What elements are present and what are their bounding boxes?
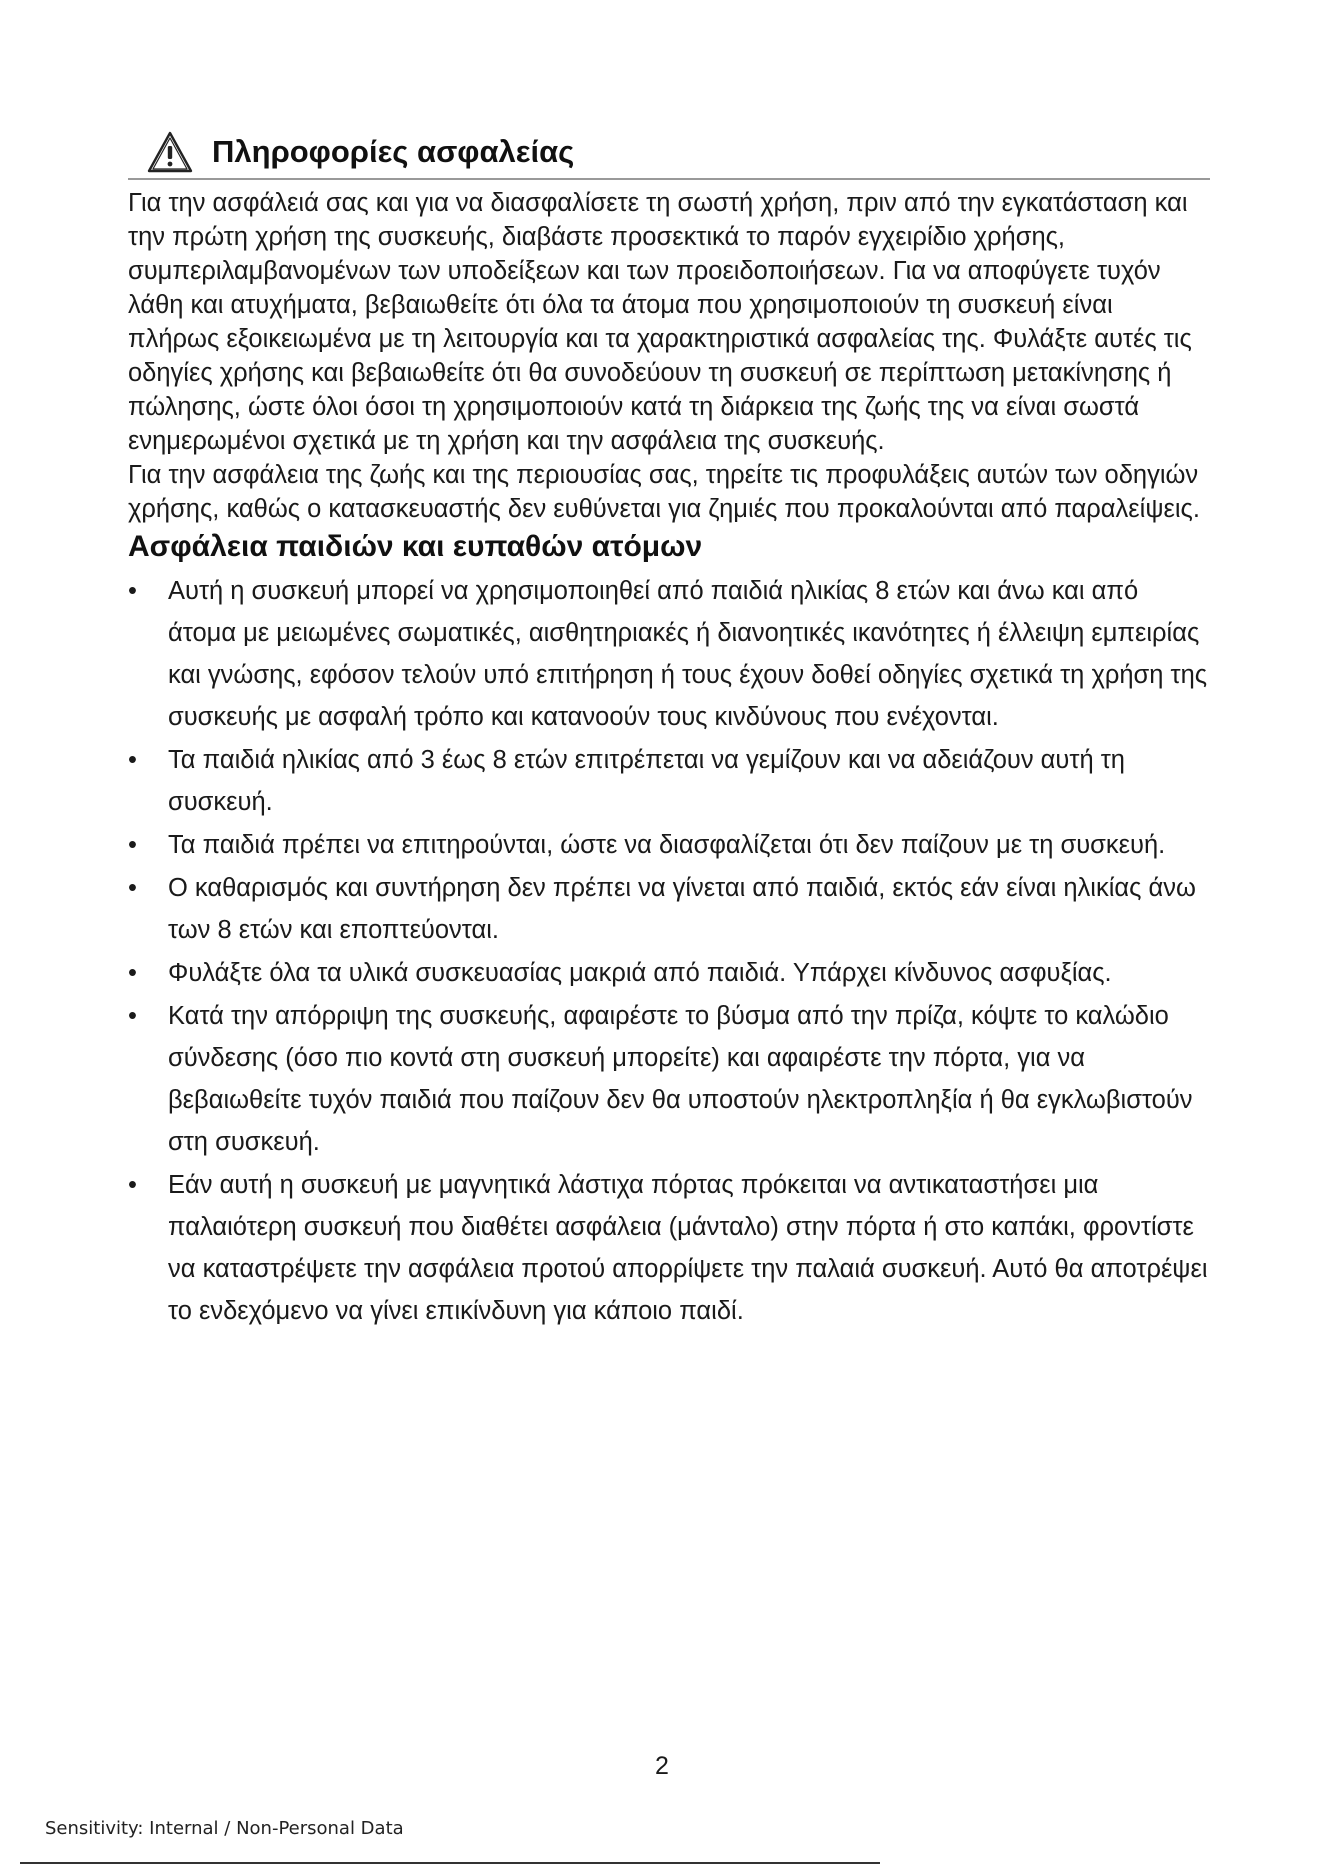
intro-paragraph-1: Για την ασφάλειά σας και για να διασφαλίσετε τη σωστή χρήση, πριν από την εγκατάσταση και την πρώτη χρήση της συσκευής, διαβάστε προσεκτικά το παρόν εγχειρίδιο χρήσης, συμπεριλαμβανομένων των υποδείξεων και των προειδοποιήσεων. Για να αποφύγετε τυχόν λάθη και ατυχήματα, βεβαιωθείτε ότι όλα τα άτομα που χρησιμοποιούν τη συσκευή είναι πλήρως εξοικειωμένα με τη λειτουργία και τα χαρακτηριστικά ασφαλείας της. Φυλάξτε αυτές τις οδηγίες χρήσης και βεβαιωθείτε ότι θα συνοδεύουν τη συσκευή σε περίπτωση μετακίνησης ή πώλησης, ώστε όλοι όσοι τη χρησιμοποιούν κατά τη διάρκεια της ζωής της να είναι σωστά ενημερωμένοι σχετικά με τη χρήση και την ασφάλεια της συσκευής. [128, 189, 1192, 455]
children-safety-list [128, 570, 1210, 1332]
bullet-icon: • [128, 577, 137, 605]
list-item [128, 952, 1210, 994]
intro-paragraph-2: Για την ασφάλεια της ζωής και της περιουσίας σας, τηρείτε τις προφυλάξεις αυτών των οδηγιών χρήσης, καθώς ο κατασκευαστής δεν ευθύνεται για ζημιές που προκαλούνται από παραλείψεις. [128, 461, 1200, 523]
list-item-text: Εάν αυτή η συσκευή με μαγνητικά λάστιχα πόρτας πρόκειται να αντικαταστήσει μια παλαιότερη συσκευή που διαθέτει ασφάλεια (μάνταλο) στην πόρτα ή στο καπάκι, φροντίστε να καταστρέψετε την ασφάλεια προτού απορρίψετε την παλαιά συσκευή. Αυτό θα αποτρέψει το ενδεχόμενο να γίνει επικίνδυνη για κάποιο παιδί. [168, 1171, 1208, 1325]
bullet-icon: • [128, 874, 137, 902]
page-title: Πληροφορίες ασφαλείας [212, 134, 575, 169]
bullet-icon: • [128, 1002, 137, 1030]
footer-divider [20, 1862, 880, 1864]
bullet-icon: • [128, 746, 137, 774]
bullet-icon: • [128, 831, 137, 859]
children-safety-heading: Ασφάλεια παιδιών και ευπαθών ατόμων [128, 530, 703, 563]
bullet-icon: • [128, 959, 137, 987]
list-item [128, 1164, 1210, 1332]
list-item [128, 739, 1210, 823]
list-item [128, 867, 1210, 951]
list-item-text: Φυλάξτε όλα τα υλικά συσκευασίας μακριά από παιδιά. Υπάρχει κίνδυνος ασφυξίας. [168, 959, 1112, 987]
section-heading [128, 130, 1210, 180]
list-item [128, 995, 1210, 1163]
bullet-icon: • [128, 1171, 137, 1199]
list-item-text: Τα παιδιά πρέπει να επιτηρούνται, ώστε να διασφαλίζεται ότι δεν παίζουν με τη συσκευή. [168, 831, 1166, 859]
sensitivity-label: Sensitivity: Internal / Non-Personal Data [45, 1818, 404, 1839]
list-item [128, 824, 1210, 866]
page-number: 2 [655, 1752, 669, 1780]
list-item [128, 570, 1210, 738]
list-item-text: Κατά την απόρριψη της συσκευής, αφαιρέστε το βύσμα από την πρίζα, κόψτε το καλώδιο σύνδεσης (όσο πιο κοντά στη συσκευή μπορείτε) και αφαιρέστε την πόρτα, για να βεβαιωθείτε τυχόν παιδιά που παίζουν δεν θα υποστούν ηλεκτροπληξία ή θα εγκλωβιστούν στη συσκευή. [168, 1002, 1193, 1156]
list-item-text: Ο καθαρισμός και συντήρηση δεν πρέπει να γίνεται από παιδιά, εκτός εάν είναι ηλικίας άνω των 8 ετών και εποπτεύονται. [168, 874, 1196, 944]
page-content [128, 130, 1210, 1333]
list-item-text: Τα παιδιά ηλικίας από 3 έως 8 ετών επιτρέπεται να γεμίζουν και να αδειάζουν αυτή τη συσκευή. [168, 746, 1125, 816]
warning-triangle-icon [146, 130, 194, 174]
list-item-text: Αυτή η συσκευή μπορεί να χρησιμοποιηθεί από παιδιά ηλικίας 8 ετών και άνω και από άτομα με μειωμένες σωματικές, αισθητηριακές ή διανοητικές ικανότητες ή έλλειψη εμπειρίας και γνώσης, εφόσον τελούν υπό επιτήρηση ή τους έχουν δοθεί οδηγίες σχετικά τη χρήση της συσκευής με ασφαλή τρόπο και κατανοούν τους κινδύνους που ενέχονται. [168, 577, 1208, 731]
